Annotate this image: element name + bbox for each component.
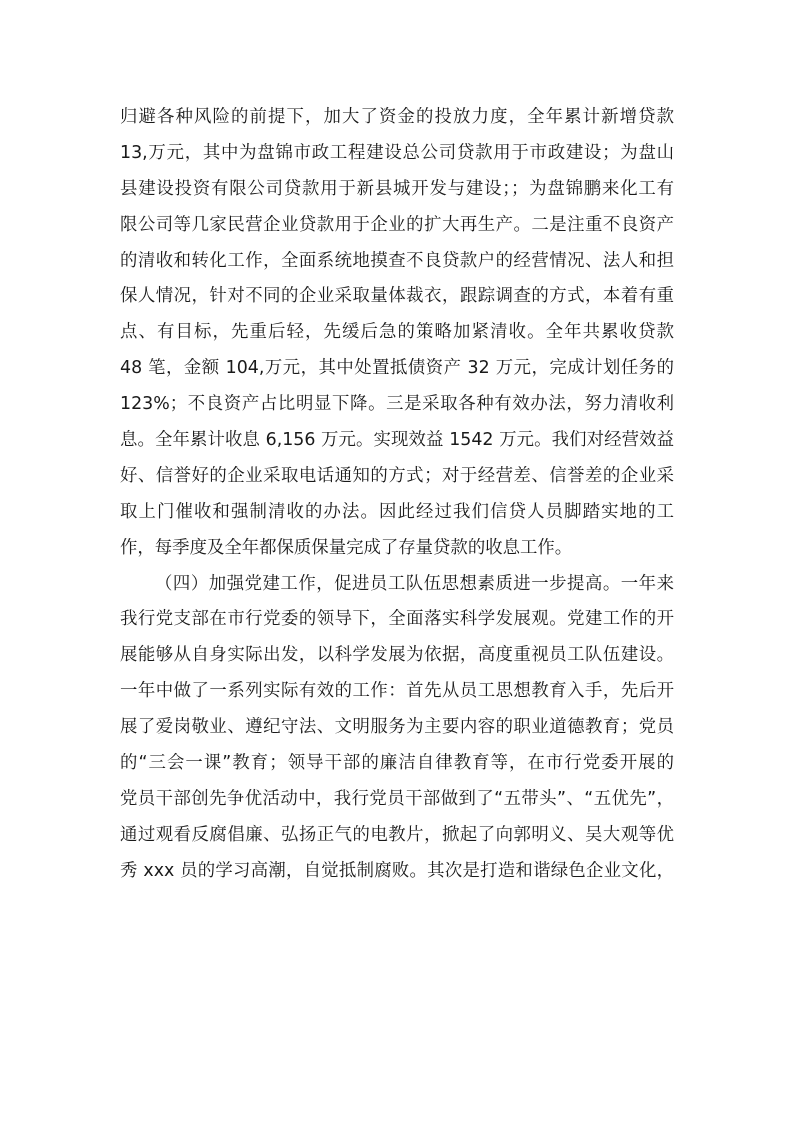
text-line: 13,万元，其中为盘锦市政工程建设总公司贷款用于市政建设；为盘山 — [120, 142, 674, 163]
text-line: 县建设投资有限公司贷款用于新县城开发与建设；；为盘锦鹏来化工有 — [120, 178, 674, 199]
text-line: 的清收和转化工作，全面系统地摸查不良贷款户的经营情况、法人和担 — [120, 250, 674, 271]
text-line: 展了爱岗敬业、遵纪守法、文明服务为主要内容的职业道德教育；党员 — [120, 717, 674, 738]
text-line: 我行党支部在市行党委的领导下，全面落实科学发展观。党建工作的开 — [120, 609, 674, 630]
text-line: 的“三会一课”教育；领导干部的廉洁自律教育等，在市行党委开展的 — [120, 753, 674, 774]
text-line: 展能够从自身实际出发，以科学发展为依据，高度重视员工队伍建设。 — [120, 645, 674, 666]
text-line: 党员干部创先争优活动中，我行党员干部做到了“五带头”、“五优先”， — [120, 788, 674, 809]
text-line: 秀 xxx 员的学习高潮，自觉抵制腐败。其次是打造和谐绿色企业文化， — [120, 860, 674, 881]
text-line: 123%；不良资产占比明显下降。三是采取各种有效办法，努力清收利 — [120, 394, 674, 415]
paragraph-party-building — [120, 567, 674, 890]
text-line: 保人情况，针对不同的企业采取量体裁衣，跟踪调查的方式，本着有重 — [120, 286, 674, 307]
text-line: 归避各种风险的前提下，加大了资金的投放力度，全年累计新增贷款 — [120, 107, 674, 127]
text-line: 限公司等几家民营企业贷款用于企业的扩大再生产。二是注重不良资产 — [120, 214, 674, 235]
text-line: 通过观看反腐倡廉、弘扬正气的电教片，掀起了向郭明义、吴大观等优 — [120, 824, 674, 845]
paragraph-loans — [120, 100, 674, 567]
text-line: 息。全年累计收息 6,156 万元。实现效益 1542 万元。我们对经营效益 — [120, 430, 674, 451]
text-line: 作，每季度及全年都保质保量完成了存量贷款的收息工作。 — [120, 537, 573, 558]
section-heading-line: （四）加强党建工作，促进员工队伍思想素质进一步提高。一年来 — [155, 573, 674, 594]
text-line: 48 笔，金额 104,万元，其中处置抵债资产 32 万元，完成计划任务的 — [120, 358, 674, 379]
text-line: 好、信誉好的企业采取电话通知的方式；对于经营差、信誉差的企业采 — [120, 465, 674, 486]
document-body — [120, 100, 674, 890]
text-line: 一年中做了一系列实际有效的工作：首先从员工思想教育入手，先后开 — [120, 681, 674, 702]
text-line: 取上门催收和强制清收的办法。因此经过我们信贷人员脚踏实地的工 — [120, 501, 674, 522]
text-line: 点、有目标，先重后轻，先缓后急的策略加紧清收。全年共累收贷款 — [120, 322, 674, 343]
